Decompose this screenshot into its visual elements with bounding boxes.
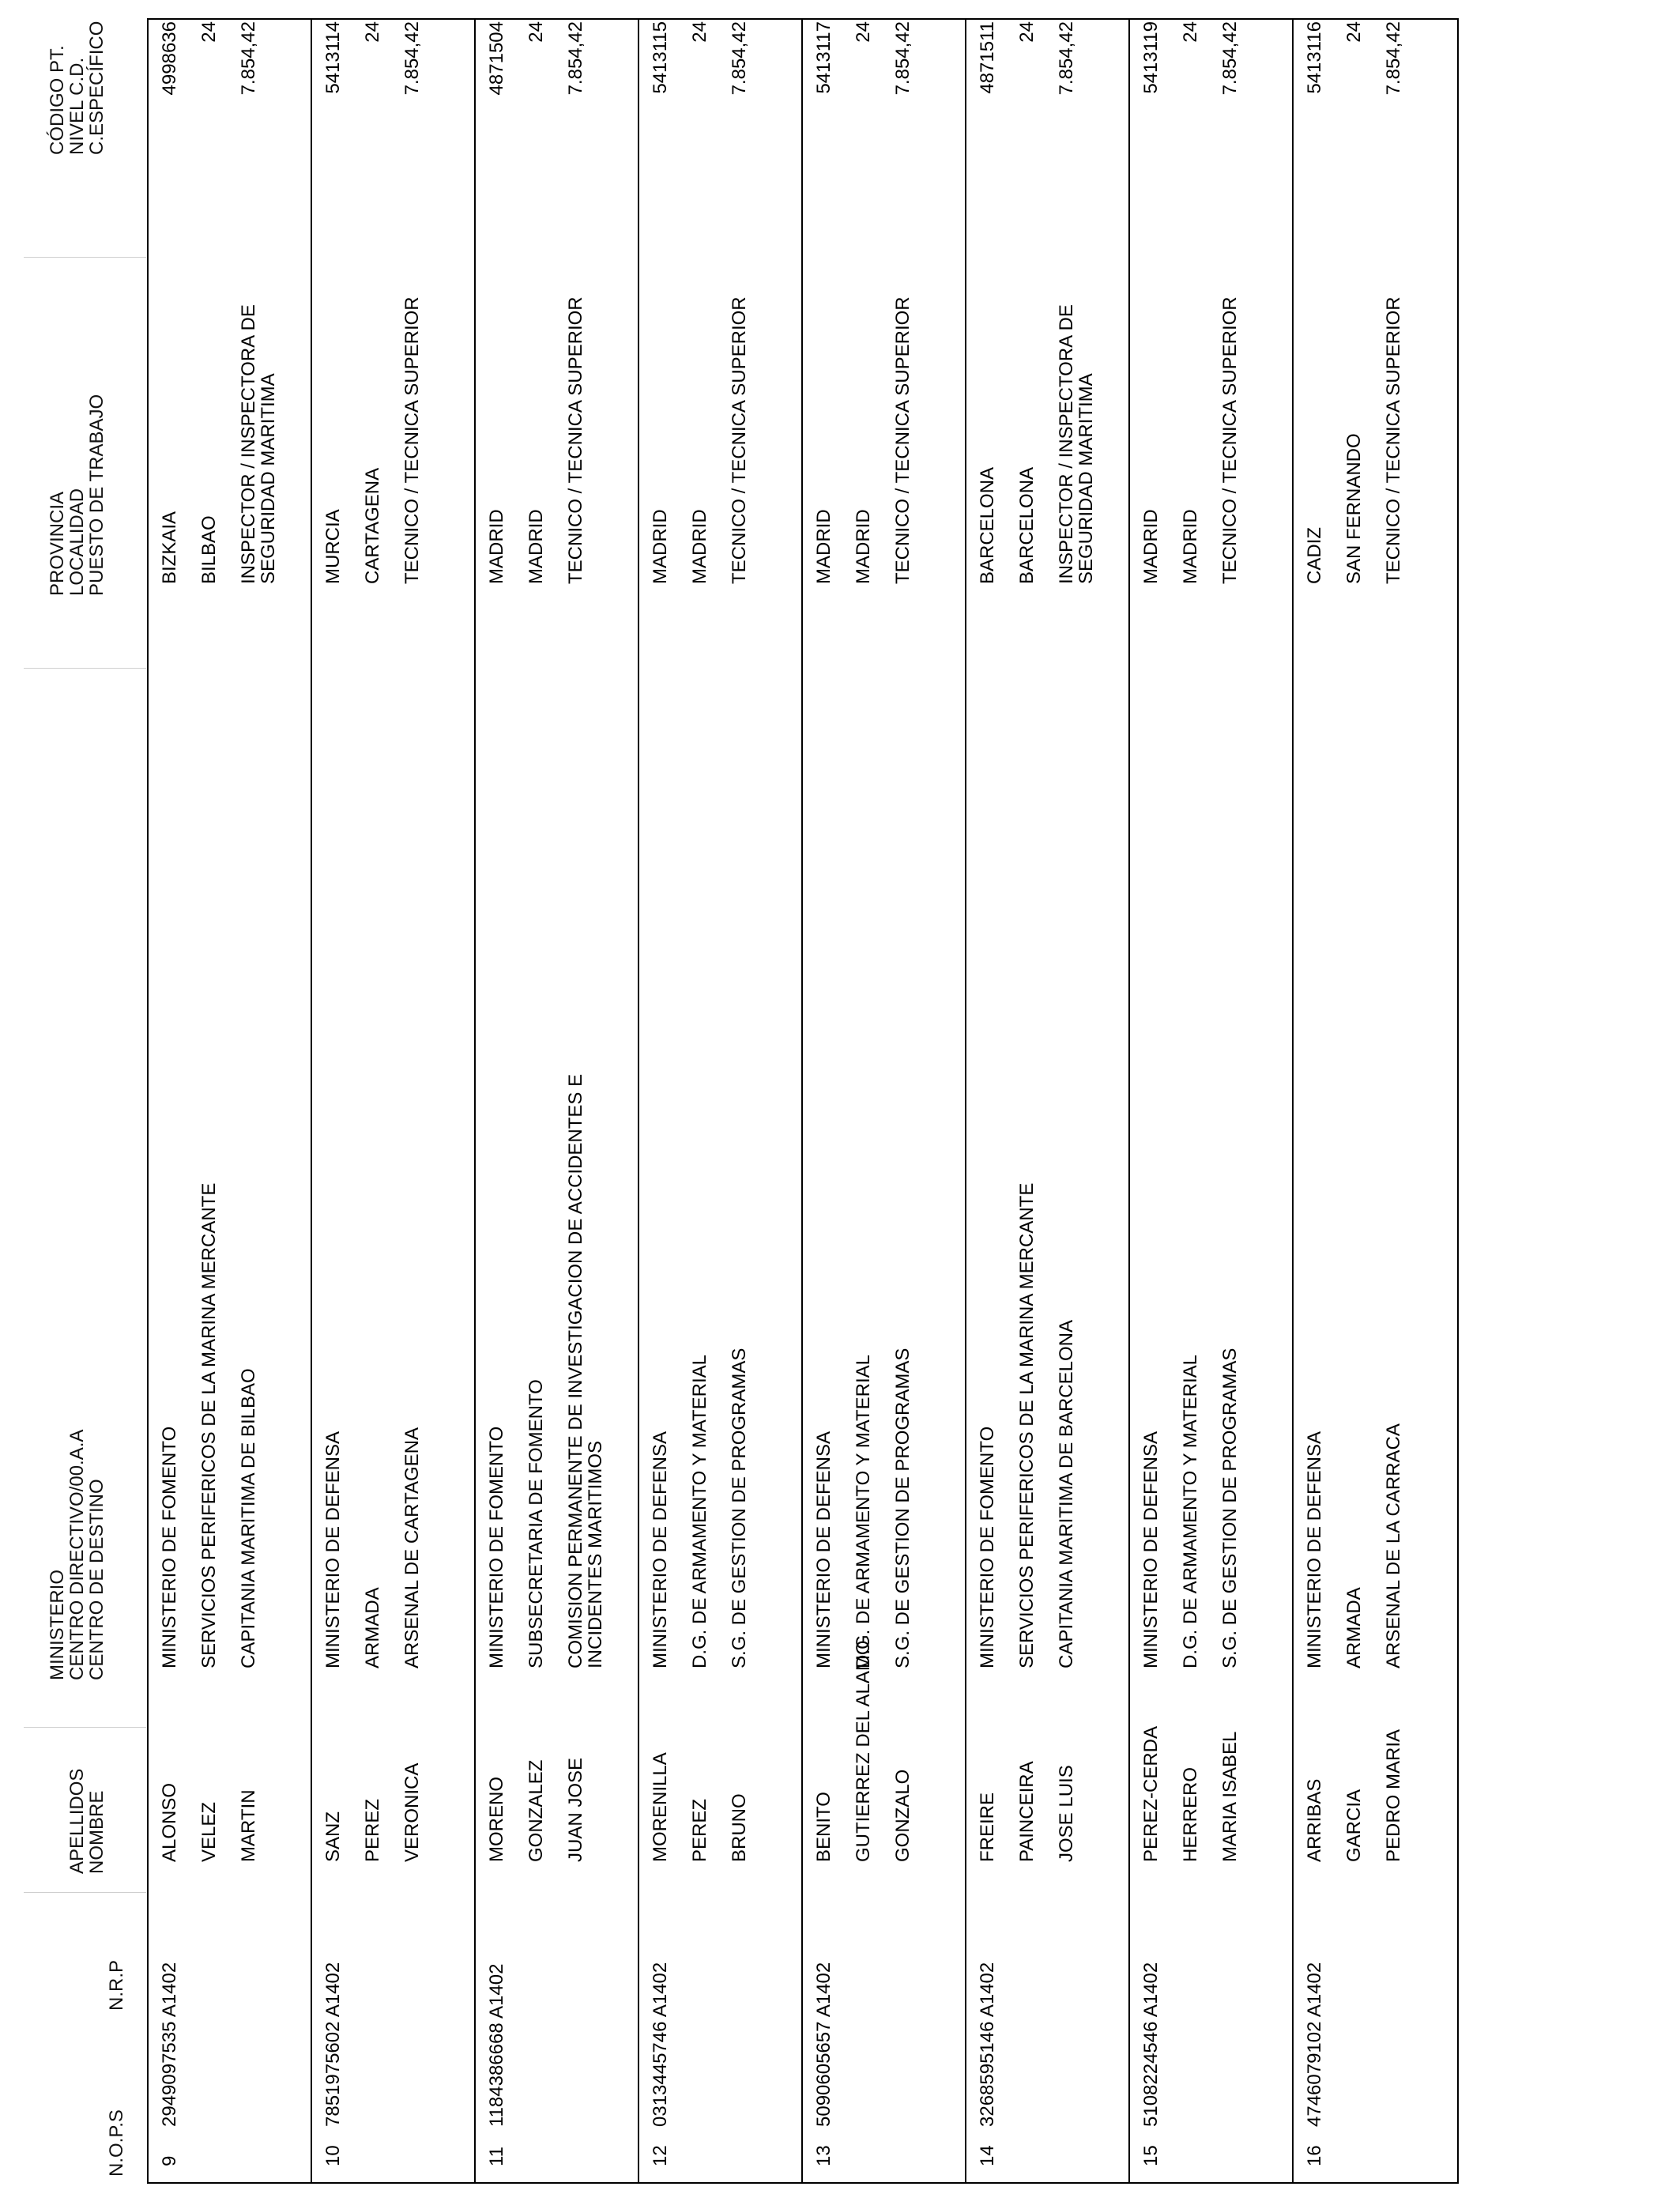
- record-especifico: 7.854,42: [1219, 21, 1241, 96]
- record-row: [1130, 20, 1294, 2182]
- record-especifico: 7.854,42: [401, 21, 423, 96]
- record-centro-destino: CAPITANIA MARITIMA DE BARCELONA: [1056, 1320, 1077, 1668]
- record-nrp: 0313445746 A1402: [650, 1962, 671, 2127]
- record-localidad: BARCELONA: [1016, 466, 1038, 584]
- column-separator: [24, 668, 146, 669]
- record-centro-directivo: ARMADA: [1343, 1587, 1365, 1668]
- record-ministerio: MINISTERIO DE FOMENTO: [486, 1426, 507, 1668]
- record-ministerio: MINISTERIO DE DEFENSA: [1304, 1431, 1325, 1668]
- record-nops: 16: [1304, 2145, 1325, 2166]
- record-localidad: CARTAGENA: [362, 467, 383, 584]
- header-nops: [107, 2109, 126, 2177]
- record-provincia: MADRID: [1140, 509, 1162, 584]
- record-apellido-2: PEREZ: [689, 1798, 710, 1862]
- record-centro-directivo: D.G. DE ARMAMENTO Y MATERIAL: [853, 1355, 874, 1668]
- record-nrp: 3268595146 A1402: [977, 1962, 998, 2127]
- record-nivel: 24: [362, 21, 383, 43]
- record-centro-destino: S.G. DE GESTION DE PROGRAMAS: [1219, 1348, 1241, 1668]
- record-apellido-2: GUTIERREZ DEL ALAMO: [853, 1640, 874, 1862]
- record-apellido-2: PEREZ: [362, 1798, 383, 1862]
- header-apellidos: [67, 1769, 107, 1874]
- record-localidad: BILBAO: [198, 515, 220, 584]
- record-apellido-2: HERRERO: [1180, 1766, 1201, 1862]
- record-apellido-1: MORENO: [486, 1777, 507, 1862]
- record-nivel: 24: [853, 21, 874, 43]
- record-nombre: MARIA ISABEL: [1219, 1731, 1241, 1862]
- header-nops-label: N.O.P.S: [106, 2109, 127, 2177]
- header-nrp-label: N.R.P: [106, 1959, 127, 2011]
- record-puesto: TECNICO / TECNICA SUPERIOR: [401, 296, 423, 584]
- record-apellido-1: ARRIBAS: [1304, 1778, 1325, 1862]
- record-nops: 12: [650, 2145, 671, 2166]
- record-provincia: CADIZ: [1304, 527, 1325, 584]
- record-apellido-1: PEREZ-CERDA: [1140, 1725, 1162, 1862]
- record-nivel: 24: [198, 21, 220, 43]
- record-puesto: TECNICO / TECNICA SUPERIOR: [1219, 296, 1241, 584]
- record-centro-destino: CAPITANIA MARITIMA DE BILBAO: [238, 1368, 259, 1668]
- record-ministerio: MINISTERIO DE FOMENTO: [159, 1426, 180, 1668]
- record-nivel: 24: [689, 21, 710, 43]
- record-nombre: PEDRO MARIA: [1383, 1728, 1404, 1862]
- record-especifico: 7.854,42: [729, 21, 750, 96]
- record-localidad: MADRID: [689, 509, 710, 584]
- record-row: [149, 20, 312, 2182]
- header-centro-directivo-label: CENTRO DIRECTIVO/00.A.A: [66, 1429, 88, 1680]
- record-nivel: 24: [1180, 21, 1201, 43]
- record-row: [966, 20, 1130, 2182]
- record-provincia: MADRID: [650, 509, 671, 584]
- record-nombre: JUAN JOSE: [565, 1757, 586, 1862]
- record-row: [803, 20, 966, 2182]
- record-localidad: MADRID: [525, 509, 547, 584]
- record-codigo: 5413114: [322, 21, 344, 94]
- header-ministerio: [47, 1430, 107, 1680]
- record-centro-directivo: D.G. DE ARMAMENTO Y MATERIAL: [1180, 1355, 1201, 1668]
- record-ministerio: MINISTERIO DE DEFENSA: [650, 1431, 671, 1668]
- record-nivel: 24: [1343, 21, 1365, 43]
- record-apellido-1: ALONSO: [159, 1782, 180, 1862]
- record-puesto: INSPECTOR / INSPECTORA DE SEGURIDAD MARITIMA: [238, 304, 279, 584]
- record-codigo: 4871504: [486, 21, 507, 96]
- record-apellido-2: VELEZ: [198, 1801, 220, 1862]
- record-codigo: 5413117: [813, 21, 834, 94]
- record-nombre: MARTIN: [238, 1789, 259, 1862]
- record-especifico: 7.854,42: [1056, 21, 1077, 96]
- record-centro-directivo: D.G. DE ARMAMENTO Y MATERIAL: [689, 1355, 710, 1668]
- record-nops: 13: [813, 2145, 834, 2166]
- record-especifico: 7.854,42: [892, 21, 913, 96]
- record-centro-directivo: SERVICIOS PERIFERICOS DE LA MARINA MERCANTE: [1016, 1182, 1038, 1668]
- header-apellidos-label: APELLIDOS: [66, 1768, 88, 1874]
- record-apellido-2: GONZALEZ: [525, 1759, 547, 1862]
- record-provincia: MURCIA: [322, 509, 344, 584]
- record-ministerio: MINISTERIO DE DEFENSA: [1140, 1431, 1162, 1668]
- record-puesto: TECNICO / TECNICA SUPERIOR: [729, 296, 750, 584]
- record-especifico: 7.854,42: [565, 21, 586, 96]
- record-nombre: BRUNO: [729, 1793, 750, 1862]
- column-separator: [24, 257, 146, 258]
- record-ministerio: MINISTERIO DE FOMENTO: [977, 1426, 998, 1668]
- record-centro-destino: ARSENAL DE LA CARRACA: [1383, 1423, 1404, 1668]
- record-centro-destino: COMISION PERMANENTE DE INVESTIGACION DE ACCIDENTES E INCIDENTES MARITIMOS: [565, 1073, 606, 1668]
- record-apellido-1: SANZ: [322, 1811, 344, 1862]
- record-provincia: BARCELONA: [977, 466, 998, 584]
- record-nops: 14: [977, 2145, 998, 2166]
- record-centro-destino: S.G. DE GESTION DE PROGRAMAS: [729, 1348, 750, 1668]
- record-nrp: 7851975602 A1402: [322, 1962, 344, 2127]
- header-especifico-label: C.ESPECÍFICO: [86, 21, 107, 155]
- record-nrp: 5108224546 A1402: [1140, 1962, 1162, 2127]
- record-especifico: 7.854,42: [1383, 21, 1404, 96]
- header-nombre-label: NOMBRE: [86, 1790, 107, 1874]
- record-nombre: GONZALO: [892, 1769, 913, 1862]
- record-nops: 15: [1140, 2145, 1162, 2166]
- record-centro-directivo: SUBSECRETARIA DE FOMENTO: [525, 1379, 547, 1668]
- record-puesto: TECNICO / TECNICA SUPERIOR: [892, 296, 913, 584]
- record-localidad: MADRID: [853, 509, 874, 584]
- record-especifico: 7.854,42: [238, 21, 259, 96]
- header-localidad-label: LOCALIDAD: [66, 488, 88, 596]
- header-puesto-label: PUESTO DE TRABAJO: [86, 394, 107, 596]
- record-codigo: 4871511: [977, 21, 998, 94]
- record-puesto: INSPECTOR / INSPECTORA DE SEGURIDAD MARITIMA: [1056, 304, 1097, 584]
- record-nombre: JOSE LUIS: [1056, 1765, 1077, 1862]
- record-nombre: VERONICA: [401, 1762, 423, 1862]
- record-puesto: TECNICO / TECNICA SUPERIOR: [565, 296, 586, 584]
- record-nrp: 1184386668 A1402: [486, 1963, 507, 2127]
- header-codigo: [47, 21, 107, 155]
- record-nivel: 24: [525, 21, 547, 43]
- record-nrp: 5090605657 A1402: [813, 1962, 834, 2127]
- header-centro-destino-label: CENTRO DE DESTINO: [86, 1479, 107, 1680]
- record-codigo: 4998636: [159, 21, 180, 96]
- record-provincia: MADRID: [486, 509, 507, 584]
- header-ministerio-label: MINISTERIO: [47, 1569, 68, 1680]
- record-centro-destino: S.G. DE GESTION DE PROGRAMAS: [892, 1348, 913, 1668]
- record-codigo: 5413115: [650, 21, 671, 94]
- record-nops: 11: [486, 2147, 507, 2166]
- record-centro-destino: ARSENAL DE CARTAGENA: [401, 1427, 423, 1668]
- record-ministerio: MINISTERIO DE DEFENSA: [813, 1431, 834, 1668]
- record-row: [476, 20, 639, 2182]
- header-codigo-label: CÓDIGO PT.: [47, 45, 68, 155]
- record-nrp: 4746079102 A1402: [1304, 1962, 1325, 2127]
- record-row: [1294, 20, 1457, 2182]
- record-nops: 9: [159, 2155, 180, 2166]
- record-row: [639, 20, 803, 2182]
- record-row: [312, 20, 476, 2182]
- record-apellido-1: BENITO: [813, 1792, 834, 1862]
- header-nivel-label: NIVEL C.D.: [66, 57, 88, 155]
- record-localidad: MADRID: [1180, 509, 1201, 584]
- records-table: [147, 18, 1459, 2184]
- record-centro-directivo: SERVICIOS PERIFERICOS DE LA MARINA MERCANTE: [198, 1182, 220, 1668]
- record-nops: 10: [322, 2145, 344, 2166]
- record-localidad: SAN FERNANDO: [1343, 433, 1365, 584]
- header-provincia: [47, 394, 107, 596]
- record-codigo: 5413116: [1304, 21, 1325, 94]
- record-nrp: 2949097535 A1402: [159, 1962, 180, 2127]
- record-puesto: TECNICO / TECNICA SUPERIOR: [1383, 296, 1404, 584]
- record-centro-directivo: ARMADA: [362, 1587, 383, 1668]
- record-nivel: 24: [1016, 21, 1038, 43]
- record-apellido-1: MORENILLA: [650, 1752, 671, 1862]
- header-provincia-label: PROVINCIA: [47, 491, 68, 596]
- record-apellido-2: PAINCEIRA: [1016, 1761, 1038, 1862]
- column-separator: [24, 1727, 146, 1728]
- record-codigo: 5413119: [1140, 21, 1162, 94]
- column-separator: [24, 1892, 146, 1893]
- record-apellido-1: FREIRE: [977, 1792, 998, 1862]
- record-ministerio: MINISTERIO DE DEFENSA: [322, 1431, 344, 1668]
- record-apellido-2: GARCIA: [1343, 1789, 1365, 1862]
- record-provincia: MADRID: [813, 509, 834, 584]
- record-provincia: BIZKAIA: [159, 511, 180, 584]
- header-nrp: [107, 1960, 126, 2011]
